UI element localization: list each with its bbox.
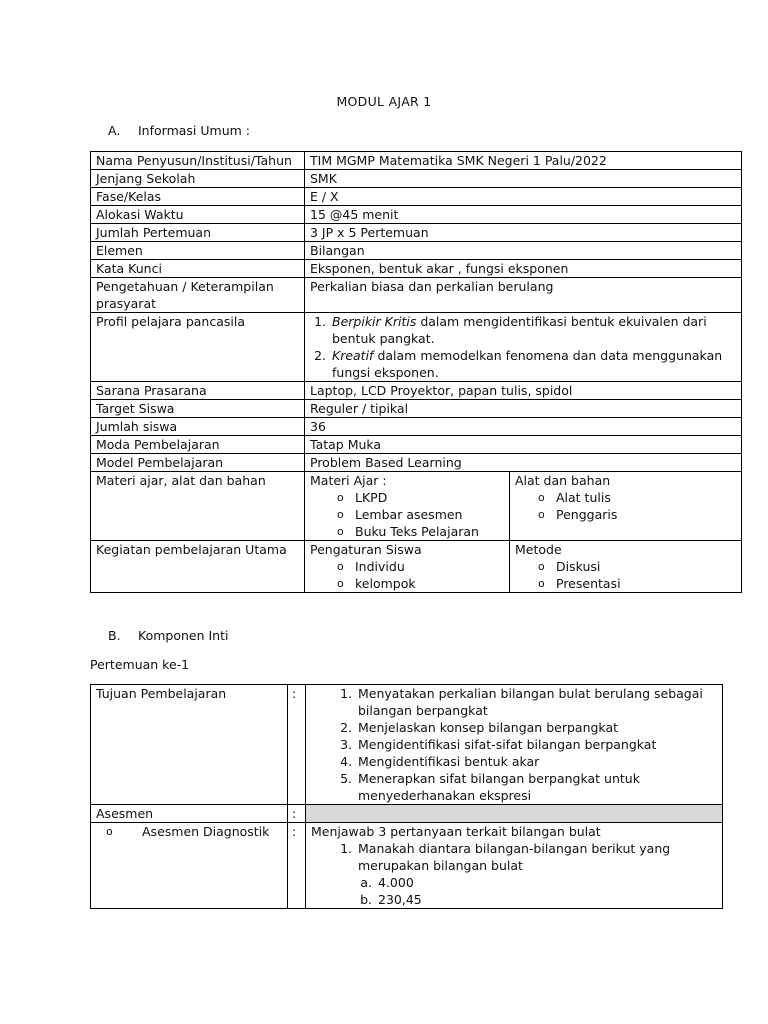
section-a-heading bbox=[108, 123, 250, 138]
diagnostik-label: o Asesmen Diagnostik bbox=[96, 823, 282, 840]
tujuan-item: 3. Mengidentifikasi sifat-sifat bilangan berpangkat bbox=[356, 736, 717, 753]
info-label: Model Pembelajaran bbox=[91, 454, 305, 472]
diagnostik-question bbox=[356, 840, 717, 908]
info-row bbox=[91, 382, 742, 400]
info-row bbox=[91, 400, 742, 418]
info-row bbox=[91, 152, 742, 170]
info-label: Jumlah Pertemuan bbox=[91, 224, 305, 242]
materi-ajar-item: o LKPD bbox=[337, 489, 504, 506]
tujuan-item: 4. Mengidentifikasi bentuk akar bbox=[356, 753, 717, 770]
diagnostik-row bbox=[91, 823, 723, 909]
info-row-kegiatan bbox=[91, 541, 742, 593]
info-label: Pengetahuan / Keterampilan prasyarat bbox=[91, 278, 305, 313]
profil-item-text: dalam mengidentifikasi bentuk ekuivalen dari bentuk pangkat. bbox=[332, 314, 707, 346]
pengaturan-siswa-cell bbox=[305, 541, 510, 593]
pengaturan-siswa-list bbox=[310, 558, 504, 592]
info-row bbox=[91, 436, 742, 454]
metode-cell bbox=[510, 541, 742, 593]
metode-item: o Presentasi bbox=[538, 575, 736, 592]
info-row-profil bbox=[91, 313, 742, 382]
info-label: Materi ajar, alat dan bahan bbox=[91, 472, 305, 541]
info-label: Fase/Kelas bbox=[91, 188, 305, 206]
info-value: Eksponen, bentuk akar , fungsi eksponen bbox=[305, 260, 742, 278]
section-a-number: A. bbox=[108, 123, 121, 138]
info-label: Profil pelajara pancasila bbox=[91, 313, 305, 382]
info-value: Perkalian biasa dan perkalian berulang bbox=[305, 278, 742, 313]
profil-item-text: dalam memodelkan fenomena dan data menggunakan fungsi eksponen. bbox=[332, 348, 723, 380]
colon: : bbox=[288, 805, 306, 823]
pengaturan-siswa-heading: Pengaturan Siswa bbox=[310, 542, 422, 557]
alat-bahan-item: o Alat tulis bbox=[538, 489, 736, 506]
colon: : bbox=[288, 823, 306, 909]
section-b-title: Komponen Inti bbox=[138, 628, 229, 643]
info-label: Moda Pembelajaran bbox=[91, 436, 305, 454]
document-title: MODUL AJAR 1 bbox=[336, 94, 432, 109]
profil-list bbox=[310, 313, 736, 381]
colon: : bbox=[288, 685, 306, 805]
asesmen-row bbox=[91, 805, 723, 823]
info-value: SMK bbox=[305, 170, 742, 188]
tujuan-list bbox=[311, 685, 717, 804]
metode-list bbox=[515, 558, 736, 592]
materi-ajar-cell bbox=[305, 472, 510, 541]
pengaturan-siswa-item: o Individu bbox=[337, 558, 504, 575]
info-value: Laptop, LCD Proyektor, papan tulis, spidol bbox=[305, 382, 742, 400]
diagnostik-question-text: Manakah diantara bilangan-bilangan berikut yang merupakan bilangan bulat bbox=[358, 841, 671, 873]
tujuan-item: 5. Menerapkan sifat bilangan berpangkat untuk menyederhanakan ekspresi bbox=[356, 770, 717, 804]
info-row bbox=[91, 188, 742, 206]
info-row-materi bbox=[91, 472, 742, 541]
metode-heading: Metode bbox=[515, 542, 562, 557]
materi-ajar-item: o Lembar asesmen bbox=[337, 506, 504, 523]
alat-bahan-heading: Alat dan bahan bbox=[515, 473, 611, 488]
section-b-number: B. bbox=[108, 628, 121, 643]
info-value: 36 bbox=[305, 418, 742, 436]
materi-ajar-heading: Materi Ajar : bbox=[310, 473, 387, 488]
diagnostik-question-list bbox=[311, 840, 717, 908]
info-value: 3 JP x 5 Pertemuan bbox=[305, 224, 742, 242]
tujuan-cell bbox=[306, 685, 723, 805]
diagnostik-option: b. 230,45 bbox=[376, 891, 717, 908]
info-row bbox=[91, 206, 742, 224]
asesmen-shaded-cell bbox=[306, 805, 723, 823]
tujuan-row bbox=[91, 685, 723, 805]
tujuan-label: Tujuan Pembelajaran bbox=[91, 685, 288, 805]
info-label: Jumlah siswa bbox=[91, 418, 305, 436]
info-row bbox=[91, 260, 742, 278]
info-row bbox=[91, 170, 742, 188]
profil-item-keyword: Kreatif bbox=[332, 348, 374, 363]
section-b-heading bbox=[108, 628, 228, 643]
info-row bbox=[91, 454, 742, 472]
info-value: 15 @45 menit bbox=[305, 206, 742, 224]
profil-item bbox=[330, 347, 736, 381]
tujuan-item: 1. Menyatakan perkalian bilangan bulat berulang sebagai bilangan berpangkat bbox=[356, 685, 717, 719]
info-row bbox=[91, 278, 742, 313]
info-value: Reguler / tipikal bbox=[305, 400, 742, 418]
meeting-label: Pertemuan ke-1 bbox=[90, 657, 190, 672]
profil-item bbox=[330, 313, 736, 347]
info-value: E / X bbox=[305, 188, 742, 206]
diagnostik-label-cell bbox=[91, 823, 288, 909]
info-label: Target Siswa bbox=[91, 400, 305, 418]
alat-bahan-item: o Penggaris bbox=[538, 506, 736, 523]
metode-item: o Diskusi bbox=[538, 558, 736, 575]
alat-bahan-list bbox=[515, 489, 736, 523]
profil-item-keyword: Berpikir Kritis bbox=[332, 314, 417, 329]
info-label: Nama Penyusun/Institusi/Tahun bbox=[91, 152, 305, 170]
asesmen-label: Asesmen bbox=[91, 805, 288, 823]
info-label: Sarana Prasarana bbox=[91, 382, 305, 400]
diagnostik-options bbox=[358, 874, 717, 908]
general-info-table bbox=[90, 151, 742, 593]
profil-list-cell bbox=[305, 313, 742, 382]
info-value: TIM MGMP Matematika SMK Negeri 1 Palu/2022 bbox=[305, 152, 742, 170]
info-value: Tatap Muka bbox=[305, 436, 742, 454]
info-label: Elemen bbox=[91, 242, 305, 260]
info-row bbox=[91, 224, 742, 242]
section-a-title: Informasi Umum : bbox=[138, 123, 250, 138]
diagnostik-cell bbox=[306, 823, 723, 909]
info-value: Bilangan bbox=[305, 242, 742, 260]
info-label: Jenjang Sekolah bbox=[91, 170, 305, 188]
materi-ajar-list bbox=[310, 489, 504, 540]
pengaturan-siswa-item: o kelompok bbox=[337, 575, 504, 592]
info-row bbox=[91, 418, 742, 436]
info-row bbox=[91, 242, 742, 260]
tujuan-item: 2. Menjelaskan konsep bilangan berpangkat bbox=[356, 719, 717, 736]
info-label: Alokasi Waktu bbox=[91, 206, 305, 224]
info-label: Kegiatan pembelajaran Utama bbox=[91, 541, 305, 593]
info-value: Problem Based Learning bbox=[305, 454, 742, 472]
diagnostik-intro: Menjawab 3 pertanyaan terkait bilangan bulat bbox=[311, 824, 601, 839]
info-label: Kata Kunci bbox=[91, 260, 305, 278]
core-component-table bbox=[90, 684, 723, 909]
diagnostik-option: a. 4.000 bbox=[376, 874, 717, 891]
alat-bahan-cell bbox=[510, 472, 742, 541]
materi-ajar-item: o Buku Teks Pelajaran bbox=[337, 523, 504, 540]
